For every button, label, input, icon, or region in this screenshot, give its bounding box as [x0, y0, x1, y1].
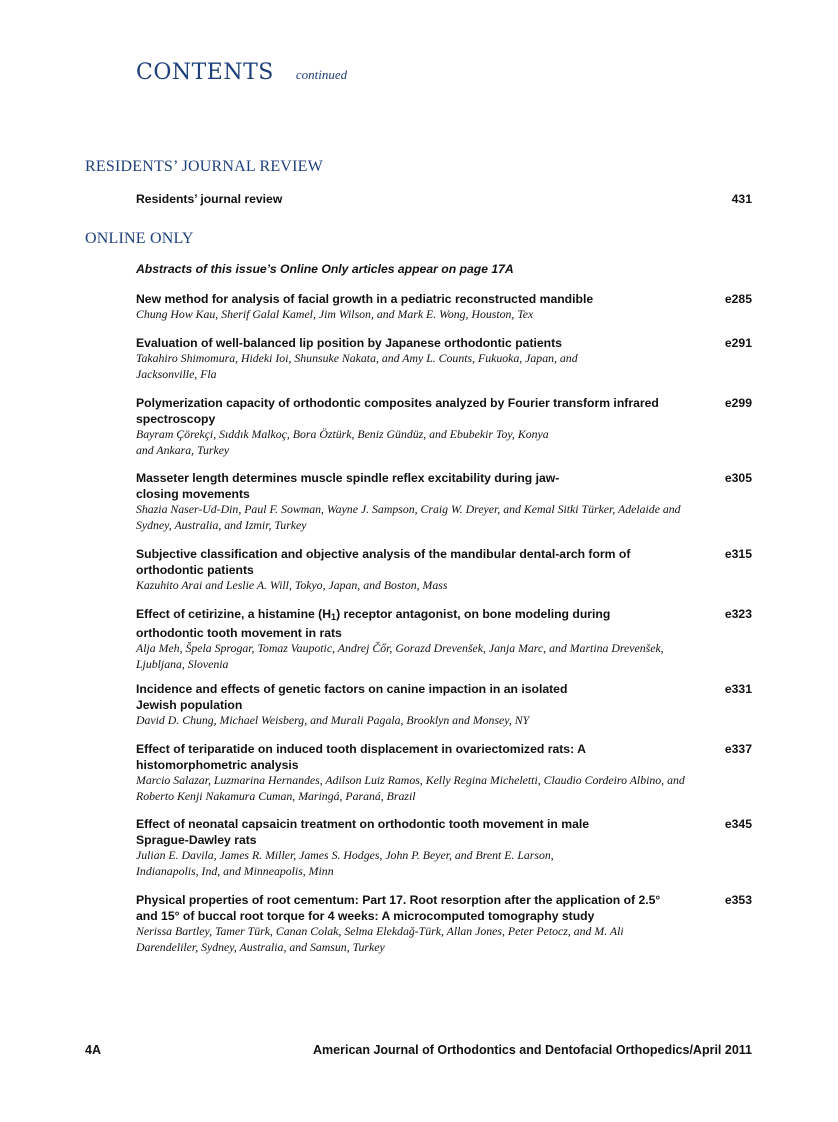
page-number: e331	[724, 682, 752, 696]
continued-label: continued	[295, 67, 348, 82]
article-authors: Takahiro Shimomura, Hideki Ioi, Shunsuke Nakata, and Amy L. Counts, Fukuoka, Japan, and Jacksonville, Fla	[136, 351, 578, 381]
contents-header	[136, 60, 347, 85]
article-title-part: Effect of cetirizine, a histamine (H	[136, 607, 332, 621]
toc-entry[interactable]	[136, 470, 752, 533]
footer-journal: American Journal of Orthodontics and Dentofacial Orthopedics/April 2011	[313, 1043, 752, 1057]
article-title[interactable]: Physical properties of root cementum: Part 17. Root resorption after the application of 2.5° and 15° of buccal root torque for 4 weeks: A microcomputed tomography study	[136, 893, 661, 923]
page-number: e353	[724, 893, 752, 907]
section-heading-residents: RESIDENTS’ JOURNAL REVIEW	[85, 158, 323, 175]
article-title[interactable]: New method for analysis of facial growth in a pediatric reconstructed mandible	[136, 292, 594, 306]
article-authors: Chung How Kau, Sherif Galal Kamel, Jim Wilson, and Mark E. Wong, Houston, Tex	[136, 307, 534, 321]
toc-entry[interactable]	[136, 395, 752, 458]
page-number: 431	[731, 192, 752, 206]
page-number: e337	[724, 742, 752, 756]
article-title[interactable]: Residents’ journal review	[136, 192, 283, 206]
toc-entry[interactable]	[136, 681, 752, 729]
article-title[interactable]: Incidence and effects of genetic factors on canine impaction in an isolated Jewish population	[136, 682, 568, 712]
toc-entry[interactable]	[136, 816, 752, 879]
page-number: e299	[724, 396, 752, 410]
footer-page-label: 4A	[85, 1043, 101, 1057]
article-title[interactable]: Polymerization capacity of orthodontic composites analyzed by Fourier transform infrared spectroscopy	[136, 396, 659, 426]
page-number: e323	[724, 607, 752, 621]
article-title-subscript: 1	[331, 612, 337, 622]
article-authors: Alja Meh, Špela Sprogar, Tomaz Vaupotic, Andrej Čőr, Gorazd Drevenšek, Janja Marc, and Martina Drevenšek, Ljubljana, Slovenia	[136, 641, 664, 671]
article-title[interactable]: Effect of neonatal capsaicin treatment on orthodontic tooth movement in male Sprague-Dawley rats	[136, 817, 590, 847]
article-authors: Nerissa Bartley, Tamer Türk, Canan Colak, Selma Elekdağ-Türk, Allan Jones, Peter Petocz, and M. Ali Darendeliler, Sydney, Australia, and Samsun, Turkey	[136, 924, 624, 954]
article-authors: Bayram Çörekçi, Sıddık Malkoç, Bora Öztürk, Beniz Gündüz, and Ebubekir Toy, Konya and Ankara, Turkey	[136, 427, 549, 457]
article-authors: Marcio Salazar, Luzmarina Hernandes, Adilson Luiz Ramos, Kelly Regina Micheletti, Claudio Cordeiro Albino, and Roberto Kenji Nakamura Cuman, Maringá, Paraná, Brazil	[136, 773, 685, 803]
article-title[interactable]: Masseter length determines muscle spindle reflex excitability during jaw-closing movements	[136, 471, 560, 501]
article-title[interactable]	[136, 606, 656, 641]
page-number: e285	[724, 292, 752, 306]
toc-entry[interactable]	[136, 335, 752, 382]
article-title-part: ) receptor antagonist, on bone modeling during orthodontic tooth movement in rats	[136, 607, 611, 640]
page-number: e291	[724, 336, 752, 350]
toc-entry[interactable]	[136, 546, 752, 594]
toc-entry[interactable]	[136, 606, 752, 672]
page-title: CONTENTS	[136, 60, 274, 85]
toc-entry[interactable]	[136, 741, 752, 804]
article-authors: David D. Chung, Michael Weisberg, and Murali Pagala, Brooklyn and Monsey, NY	[136, 713, 530, 727]
article-title[interactable]: Subjective classification and objective analysis of the mandibular dental-arch form of orthodontic patients	[136, 547, 631, 577]
online-only-note: Abstracts of this issue’s Online Only articles appear on page 17A	[136, 262, 514, 276]
article-title[interactable]: Effect of teriparatide on induced tooth displacement in ovariectomized rats: A histomorphometric analysis	[136, 742, 586, 772]
toc-entry[interactable]	[136, 291, 752, 323]
page-number: e345	[724, 817, 752, 831]
toc-entry[interactable]	[136, 892, 752, 955]
page-number: e315	[724, 547, 752, 561]
article-authors: Julian E. Davila, James R. Miller, James S. Hodges, John P. Beyer, and Brent E. Larson, Indianapolis, Ind, and Minneapolis, Minn	[136, 848, 554, 878]
section-heading-online: ONLINE ONLY	[85, 230, 194, 247]
article-authors: Shazia Naser-Ud-Din, Paul F. Sowman, Wayne J. Sampson, Craig W. Dreyer, and Kemal Sitki Türker, Adelaide and Sydney, Australia, and Izmir, Turkey	[136, 502, 681, 532]
page-number: e305	[724, 471, 752, 485]
article-title[interactable]: Evaluation of well-balanced lip position by Japanese orthodontic patients	[136, 336, 562, 350]
toc-entry-residents[interactable]	[136, 191, 752, 207]
article-authors: Kazuhito Arai and Leslie A. Will, Tokyo, Japan, and Boston, Mass	[136, 578, 448, 592]
